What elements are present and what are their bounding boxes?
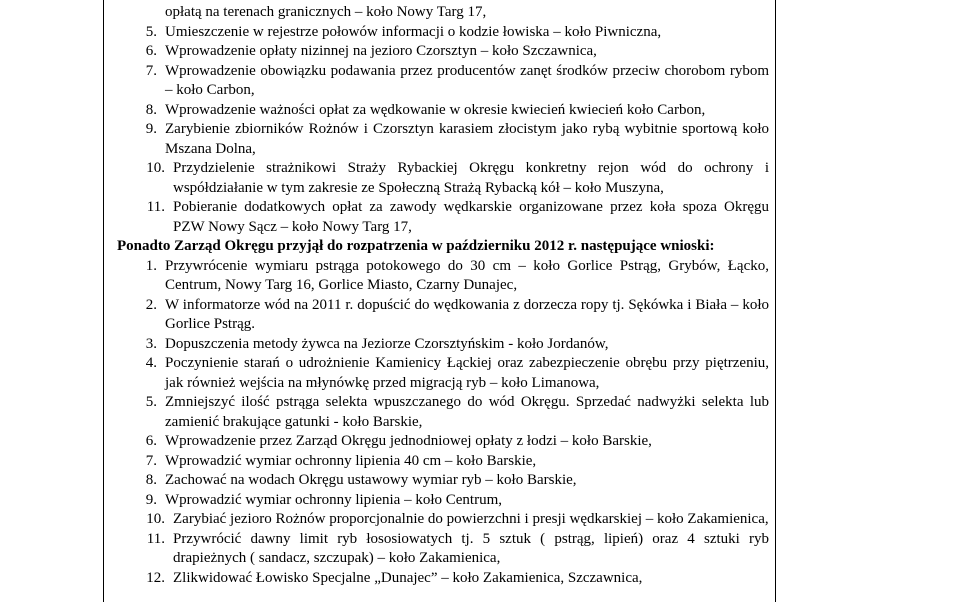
- list-item: [117, 335, 769, 355]
- item-text: Wprowadzenie przez Zarząd Okręgu jednodniowej opłaty z łodzi – koło Barskie,: [165, 433, 652, 449]
- item-number: 10.: [146, 511, 165, 527]
- item-text: W informatorze wód na 2011 r. dopuścić do wędkowania z dorzecza ropy tj. Sękówka i Biała – koło Gorlice Pstrąg.: [165, 296, 769, 332]
- list-item: [117, 198, 769, 237]
- item-number: 10.: [146, 160, 165, 176]
- item-text: Przydzielenie strażnikowi Straży Rybackiej Okręgu konkretny rejon wód do ochrony i współdziałanie w tym zakresie ze Społeczną Strażą Rybacką kół – koło Muszyna,: [173, 160, 769, 196]
- item-text: Wprowadzić wymiar ochronny lipienia – koło Centrum,: [165, 491, 502, 508]
- item-number: 12.: [146, 569, 165, 586]
- item-text: Pobieranie dodatkowych opłat za zawody wędkarskie organizowane przez koła spoza Okręgu PZW Nowy Sącz – koło Nowy Targ 17,: [173, 199, 769, 235]
- item-text: Wprowadzenie opłaty nizinnej na jezioro Czorsztyn – koło Szczawnica,: [165, 43, 597, 59]
- item-number: 6.: [145, 43, 157, 59]
- list-item: [117, 296, 769, 335]
- item-text: Umieszczenie w rejestrze połowów informacji o kodzie łowiska – koło Piwniczna,: [165, 23, 662, 40]
- item-number: 7.: [145, 452, 157, 469]
- section-heading: Ponadto Zarząd Okręgu przyjął do rozpatrzenia w październiku 2012 r. następujące wnioski:: [117, 238, 715, 254]
- item-number: 5.: [145, 394, 157, 410]
- list-item: [117, 354, 769, 393]
- item-number: 8.: [145, 101, 157, 118]
- list-item: [117, 471, 769, 491]
- table-left-border: [103, 0, 104, 602]
- list-item: [117, 569, 769, 589]
- table-right-border: [775, 0, 776, 602]
- item-number: 6.: [145, 433, 157, 449]
- list-item: [117, 432, 769, 452]
- item-text: Wprowadzenie ważności opłat za wędkowanie w okresie kwiecień kwiecień koło Carbon,: [165, 101, 706, 118]
- item-number: 3.: [145, 335, 157, 352]
- item-number: 2.: [145, 296, 157, 313]
- item-text: Wprowadzenie obowiązku podawania przez producentów zanęt środków przeciw chorobom rybom – koło Carbon,: [165, 62, 769, 98]
- continued-line: opłatą na terenach granicznych – koło Nowy Targ 17,: [165, 4, 487, 20]
- item-number: 9.: [145, 491, 157, 508]
- item-number: 9.: [145, 121, 157, 137]
- item-text: Przywrócić dawny limit ryb łososiowatych tj. 5 sztuk ( pstrąg, lipień) oraz 4 sztuki ryb drapieżnych ( sandacz, szczupak) – koło Zakamienica,: [173, 530, 769, 566]
- list-item: [117, 510, 769, 530]
- list-item: [117, 530, 769, 569]
- list-item: [117, 491, 769, 511]
- item-number: 11.: [146, 530, 165, 547]
- item-text: Zarybiać jezioro Rożnów proporcjonalnie do powierzchni i presji wędkarskiej – koło Zakamienica,: [173, 511, 769, 527]
- item-number: 5.: [145, 23, 157, 40]
- item-number: 1.: [145, 257, 157, 274]
- list-item: [117, 23, 769, 43]
- list-item: [117, 42, 769, 62]
- list-item: [117, 159, 769, 198]
- list-item: [117, 120, 769, 159]
- item-text: Zarybienie zbiorników Rożnów i Czorsztyn karasiem złocistym jako rybą wybitnie sportową koło Mszana Dolna,: [165, 121, 769, 157]
- item-text: Dopuszczenia metody żywca na Jeziorze Czorsztyńskim - koło Jordanów,: [165, 335, 609, 352]
- item-number: 11.: [146, 199, 165, 215]
- list-item: [117, 101, 769, 121]
- item-number: 8.: [145, 472, 157, 488]
- motions-list-a: [117, 23, 769, 238]
- item-text: Zlikwidować Łowisko Specjalne „Dunajec” – koło Zakamienica, Szczawnica,: [173, 569, 643, 586]
- motions-list-b: [117, 257, 769, 589]
- item-text: Przywrócenie wymiaru pstrąga potokowego do 30 cm – koło Gorlice Pstrąg, Grybów, Łącko, Centrum, Nowy Targ 16, Gorlice Miasto, Czarny Dunajec,: [165, 257, 769, 293]
- item-text: Zachować na wodach Okręgu ustawowy wymiar ryb – koło Barskie,: [165, 472, 577, 488]
- item-number: 4.: [145, 355, 157, 371]
- item-text: Poczynienie starań o udrożnienie Kamienicy Łąckiej oraz zabezpieczenie obrębu przy piętrzeniu, jak również wejścia na młynówkę przed migracją ryb – koło Limanowa,: [165, 355, 769, 391]
- item-text: Zmniejszyć ilość pstrąga selekta wpuszczanego do wód Okręgu. Sprzedać nadwyżki selekta lub zamienić brakujące gatunki - koło Barskie,: [165, 394, 769, 430]
- list-item: [117, 62, 769, 101]
- list-item: [117, 393, 769, 432]
- document-body: [117, 3, 769, 588]
- list-item: [117, 452, 769, 472]
- list-item: [117, 257, 769, 296]
- item-number: 7.: [145, 62, 157, 79]
- item-text: Wprowadzić wymiar ochronny lipienia 40 cm – koło Barskie,: [165, 452, 537, 469]
